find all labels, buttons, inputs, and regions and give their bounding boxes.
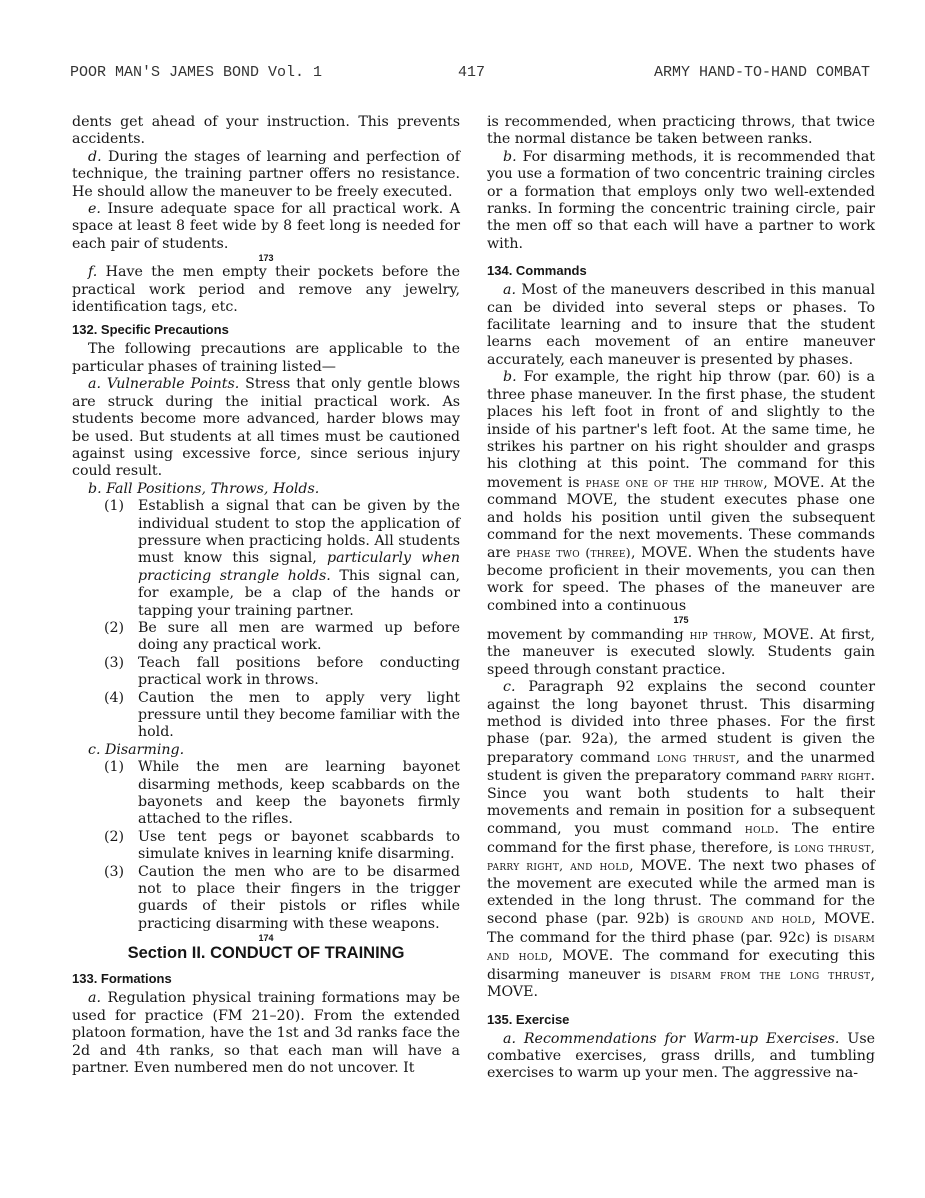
paragraph-exercise-a [487, 1031, 875, 1083]
heading-135: 135. Exercise [487, 1011, 570, 1027]
command-text: phase two (three) [516, 545, 631, 561]
paragraph-a [487, 282, 875, 369]
item-text: , MOVE. At the command MOVE, the student executes phase one and holds his position until given the subsequent command for the next movements. These commands are [487, 474, 875, 562]
right-column [487, 114, 875, 1083]
item-label: d. [88, 148, 102, 165]
numbered-item [104, 498, 460, 620]
command-text: hip throw [689, 626, 753, 642]
item-text: movement by commanding [487, 626, 684, 643]
paragraph-f [72, 264, 460, 316]
subheading-c [72, 742, 460, 759]
item-number: (3) [104, 654, 125, 671]
paragraph-b-continued [487, 626, 875, 679]
item-text: This signal can, for example, be a clap of the hands or tapping your training partner. [138, 567, 460, 619]
item-text: Caution the men who are to be disarmed not to place their fingers in the trigger guards of their pistols or rifles while practicing disarming with these weapons. [138, 863, 460, 932]
running-header [70, 64, 870, 84]
item-label: b. [503, 148, 517, 165]
item-text: . The entire command for the first phase, therefore, is [487, 821, 875, 856]
item-text: Teach fall positions before conducting practical work in throws. [138, 654, 460, 689]
numbered-item [104, 655, 460, 690]
item-text: Establish a signal that can be given by the individual student to stop the application of pressure when practicing holds. All students must know this signal, [138, 498, 460, 567]
heading-134: 134. Commands [487, 263, 587, 279]
paragraph: The following precautions are applicable to the particular phases of training listed— [72, 341, 460, 375]
item-label: f. [88, 264, 98, 281]
command-text: disarm from the long thrust [670, 966, 871, 982]
item-text: Use tent pegs or bayonet scabbards to simulate knives in learning knife disarming. [138, 828, 460, 863]
command-text: long thrust [656, 749, 736, 765]
item-text: Be sure all men are warmed up before doing any practical work. [138, 619, 460, 654]
paragraph-c [487, 679, 875, 1001]
paragraph: is recommended, when practicing throws, that twice the normal distance be taken between ranks. [487, 114, 875, 148]
paragraph: dents get ahead of your instruction. This prevents accidents. [72, 114, 460, 148]
command-text: ground and hold [697, 911, 812, 927]
numbered-item [104, 864, 460, 934]
item-text: Most of the maneuvers described in this manual can be divided into several steps or phases. To facilitate learning and to insure that the student learns each movement of an entire maneuver accurately, each maneuver is presented by phases. [487, 282, 875, 368]
item-label: b. [88, 480, 102, 497]
item-text: Regulation physical training formations may be used for practice (FM 21–20). From the extended platoon formation, have the 1st and 3d ranks face the 2d and 4th ranks, so that each man will have a partner. Even numbered men do not uncover. It [72, 990, 460, 1076]
item-title: Vulnerable Points. [106, 376, 240, 393]
item-title: Disarming. [104, 741, 185, 758]
item-text: Use combative exercises, grass drills, and tumbling exercises to warm up your men. The aggressive na- [487, 1030, 875, 1082]
item-label: b. [503, 369, 517, 386]
item-text: Caution the men to apply very light pressure until they become familiar with the hold. [138, 689, 460, 741]
item-text: , MOVE. The next two phases of the movement are executed while the armed man is extended in the long thrust. The command for the second phase (par. 92b) is [487, 858, 875, 928]
item-emphasis: particularly when practicing strangle holds. [138, 550, 460, 584]
item-text: , MOVE. At first, the maneuver is executed slowly. Students gain speed through constant practice. [487, 626, 876, 678]
item-text: During the stages of learning and perfection of technique, the training partner offers no resistance. He should allow the maneuver to be freely executed. [72, 148, 461, 200]
item-label: a. [88, 376, 101, 393]
original-page-number: 175 [673, 614, 689, 625]
item-text: Paragraph 92 explains the second counter against the long bayonet thrust. This disarming method is divided into three phases. For the first phase (par. 92a), the armed student is given the preparatory command [487, 679, 875, 766]
item-text: , and the unarmed student is given the preparatory command [487, 749, 875, 785]
command-text: hold [744, 821, 775, 837]
item-text: For disarming methods, it is recommended that you use a formation of two concentric training circles or a formation that employs only two well-extended ranks. In forming the concentric training circle, pair the men off so that each will have a partner to work with. [487, 148, 876, 252]
header-page-number: 417 [458, 64, 486, 81]
item-text: , MOVE. [487, 966, 876, 1001]
item-text: , MOVE. When the students have become proficient in their movements, you can then work for speed. The phases of the maneuver are combined into a continuous [487, 545, 875, 614]
subheading-b [72, 481, 460, 498]
left-column [72, 114, 460, 1077]
item-number: (1) [104, 759, 125, 776]
item-label: a. [88, 990, 101, 1007]
item-text: Have the men empty their pockets before the practical work period and remove any jewelry, identification tags, etc. [72, 264, 460, 316]
numbered-item [104, 759, 460, 829]
original-page-number: 174 [258, 933, 274, 944]
numbered-item [104, 829, 460, 864]
item-label: a. [503, 282, 516, 299]
item-title: Recommendations for Warm-up Exercises. [523, 1030, 840, 1047]
command-text: disarm and hold [487, 929, 875, 964]
command-text: parry right [800, 768, 871, 784]
heading-132: 132. Specific Precautions [72, 322, 229, 338]
item-number: (2) [104, 828, 125, 845]
item-label: c. [88, 741, 101, 758]
item-text: For example, the right hip throw (par. 60) is a three phase maneuver. In the first phase, the student places his left foot in front of and slightly to the inside of his partner's left foot. At the same time, he strikes his partner on his right shoulder and grasps his clothing at this point. The command for this movement is [487, 369, 875, 491]
item-text: . Since you want both students to halt their movements and remain in position for a subsequent command, you must command [487, 768, 876, 838]
header-chapter-title: ARMY HAND-TO-HAND COMBAT [653, 64, 870, 81]
paragraph-a [72, 376, 460, 480]
command-text: long thrust, parry right, and hold [487, 839, 875, 874]
item-number: (2) [104, 619, 125, 636]
item-number: (1) [104, 498, 125, 515]
section-title: Section II. CONDUCT OF TRAINING [127, 944, 405, 963]
item-number: (4) [104, 689, 125, 706]
paragraph-b [487, 149, 875, 253]
original-page-number: 173 [258, 253, 274, 264]
paragraph-e [72, 201, 460, 253]
heading-133: 133. Formations [72, 971, 172, 987]
command-text: phase one of the hip throw [585, 474, 764, 490]
numbered-item [104, 620, 460, 655]
item-text: Stress that only gentle blows are struck during the initial practical work. As students become more advanced, harder blows may be used. But students at all times must be cautioned against using excessive force, since serious injury could result. [72, 376, 460, 480]
paragraph-133a [72, 990, 460, 1077]
item-label: e. [88, 201, 101, 218]
item-text: Insure adequate space for all practical work. A space at least 8 feet wide by 8 feet long is needed for each pair of students. [72, 201, 460, 252]
paragraph-b-example [487, 369, 875, 615]
paragraph-d [72, 149, 460, 201]
item-label: c. [503, 679, 516, 696]
item-label: a. [503, 1030, 516, 1047]
item-text: While the men are learning bayonet disarming methods, keep scabbards on the bayonets and keep the bayonets firmly attached to the rifles. [138, 759, 460, 828]
item-text: , MOVE. The command for executing this disarming maneuver is [487, 948, 875, 983]
header-book-title: POOR MAN'S JAMES BOND Vol. 1 [70, 64, 323, 81]
item-number: (3) [104, 863, 125, 880]
item-title: Fall Positions, Throws, Holds. [106, 480, 320, 497]
numbered-item [104, 690, 460, 742]
item-text: , MOVE. The command for the third phase (par. 92c) is [487, 911, 875, 946]
